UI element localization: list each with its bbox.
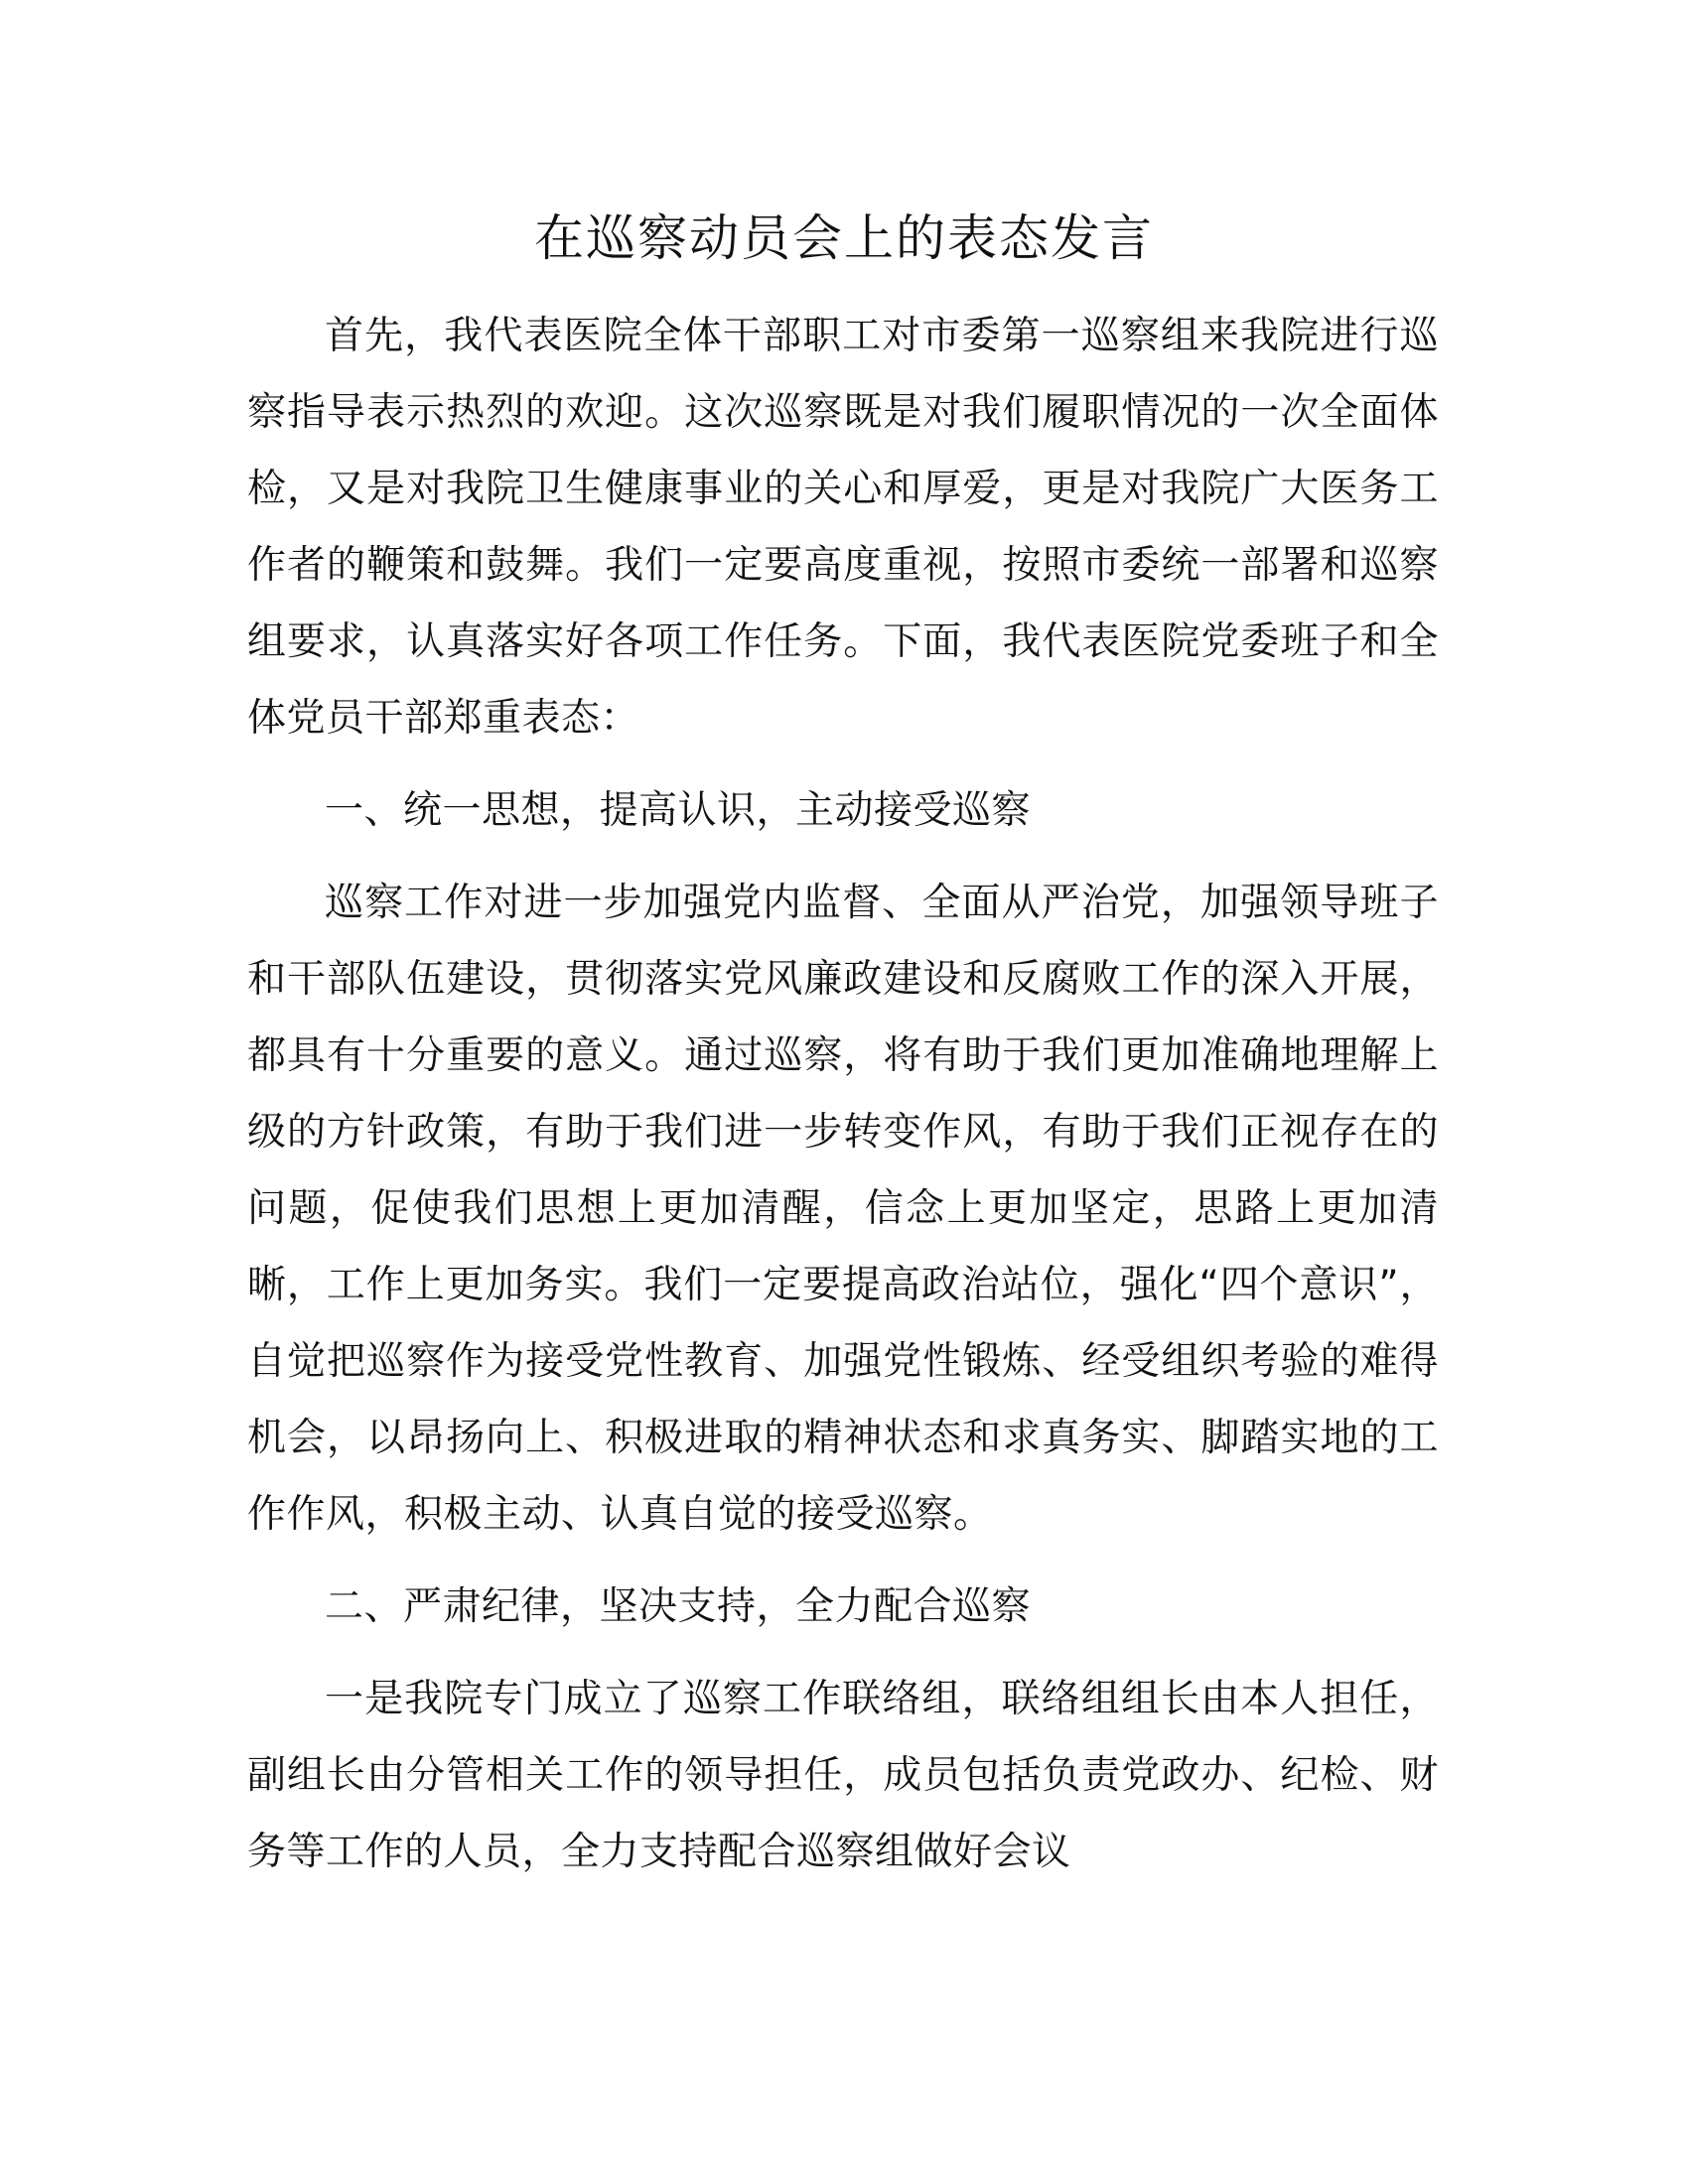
section-heading-2: 二、严肃纪律，坚决支持，全力配合巡察 — [325, 1584, 1032, 1629]
paragraph-intro: 首先，我代表医院全体干部职工对市委第一巡察组来我院进行巡察指导表示热烈的欢迎。这次巡察既是对我们履职情况的一次全面体检，又是对我院卫生健康事业的关心和厚爱，更是对我院广大医务工作者的鞭策和鼓舞。我们一定要高度重视，按照市委统一部署和巡察组要求，认真落实好各项工作任务。下面，我代表医院党委班子和全体党员干部郑重表态： — [247, 314, 1439, 741]
paragraph-section-2: 一是我院专门成立了巡察工作联络组，联络组组长由本人担任，副组长由分管相关工作的领导担任，成员包括负责党政办、纪检、财务等工作的人员，全力支持配合巡察组做好会议 — [247, 1677, 1439, 1874]
page-title: 在巡察动员会上的表态发言 — [534, 209, 1154, 267]
paragraph-section-1: 巡察工作对进一步加强党内监督、全面从严治党，加强领导班子和干部队伍建设，贯彻落实党风廉政建设和反腐败工作的深入开展，都具有十分重要的意义。通过巡察，将有助于我们更加准确地理解上级的方针政策，有助于我们进一步转变作风，有助于我们正视存在的问题，促使我们思想上更加清醒，信念上更加坚定，思路上更加清晰，工作上更加务实。我们一定要提高政治站位，强化“四个意识”，自觉把巡察作为接受党性教育、加强党性锻炼、经受组织考验的难得机会，以昂扬向上、积极进取的精神状态和求真务实、脚踏实地的工作作风，积极主动、认真自觉的接受巡察。 — [247, 881, 1439, 1537]
document-body — [247, 298, 1439, 1890]
section-heading-1: 一、统一思想，提高认识，主动接受巡察 — [325, 788, 1032, 833]
